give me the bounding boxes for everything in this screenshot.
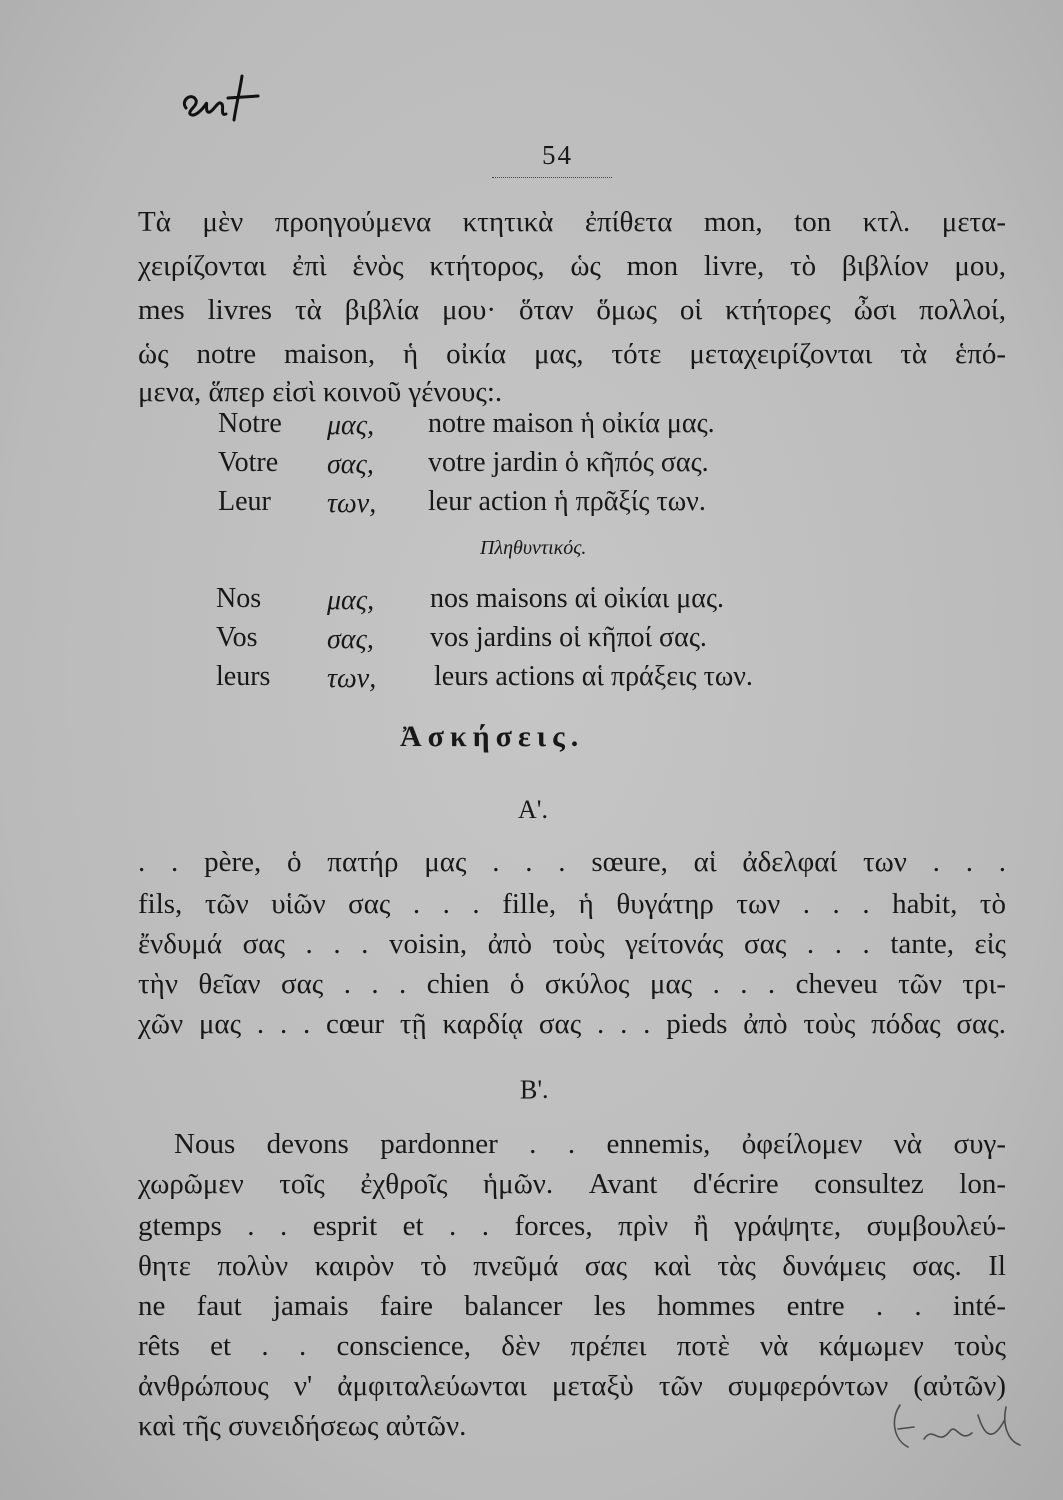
table-cell-example: votre jardin ὁ κῆπός σας. <box>428 447 709 478</box>
signature <box>880 1385 1030 1470</box>
intro-line: ὡς notre maison, ἡ οἰκία μας, τότε μεταχειρίζονται τὰ ἑπό- <box>138 338 1006 370</box>
section-b-line: καὶ τῆς συνειδήσεως αὐτῶν. <box>138 1410 467 1442</box>
table-cell-example: leur action ἡ πρᾶξίς των. <box>428 486 706 517</box>
section-b-line: ἀνθρώπους ν' ἀμφιταλεύωνται μεταξὺ τῶν συμφερόντων (αὐτῶν) <box>138 1370 1006 1402</box>
table-cell-fr: Votre <box>218 447 279 478</box>
page-number-rule <box>492 177 612 178</box>
table-cell-gr: μας, <box>327 585 375 616</box>
table-cell-example: vos jardins οἱ κῆποί σας. <box>430 622 707 653</box>
section-b-line: χωρῶμεν τοῖς ἐχθροῖς ἡμῶν. Avant d'écrire consultez lon- <box>138 1168 1006 1200</box>
section-b-line: Nous devons pardonner . . ennemis, ὀφείλομεν νὰ συγ- <box>174 1128 1006 1160</box>
table-cell-gr: των, <box>327 663 377 694</box>
table-cell-example: leurs actions αἱ πράξεις των. <box>434 661 753 692</box>
handwritten-mark <box>178 70 268 130</box>
table-cell-example: notre maison ἡ οἰκία μας. <box>428 408 715 439</box>
section-a-label: Α'. <box>518 795 548 824</box>
page-number: 54 <box>542 140 573 170</box>
intro-line: Τὰ μὲν προηγούμενα κτητικὰ ἐπίθετα mon, ton κτλ. μετα- <box>138 206 1006 238</box>
section-a-line: . . père, ὁ πατήρ μας . . . sœure, αἱ ἀδελφαί των . . . <box>138 846 1006 878</box>
table-cell-gr: σας, <box>327 449 374 480</box>
section-a-line: χῶν μας . . . cœur τῇ καρδίᾳ σας . . . pieds ἀπὸ τοὺς πόδας σας. <box>138 1008 1006 1040</box>
plural-heading: Πληθυντικός. <box>480 537 587 559</box>
table-cell-gr: μας, <box>327 410 375 441</box>
table-cell-fr: Nos <box>216 583 262 614</box>
table-cell-fr: Vos <box>216 622 258 653</box>
section-b-label: Β'. <box>520 1075 549 1104</box>
section-b-line: ne faut jamais faire balancer les hommes entre . . inté- <box>138 1290 1006 1322</box>
intro-line: mes livres τὰ βιβλία μου· ὅταν ὅμως οἱ κτήτορες ὦσι πολλοί, <box>138 294 1006 326</box>
section-b-line: gtemps . . esprit et . . forces, πρὶν ἢ γράψητε, συμβουλεύ- <box>138 1210 1006 1242</box>
section-a-line: fils, τῶν υἱῶν σας . . . fille, ἡ θυγάτηρ των . . . habit, τὸ <box>138 888 1006 920</box>
intro-line: μενα, ἅπερ εἰσὶ κοινοῦ γένους:. <box>138 376 503 408</box>
intro-line: χειρίζονται ἐπὶ ἑνὸς κτήτορος, ὡς mon livre, τὸ βιβλίον μου, <box>138 250 1006 282</box>
table-cell-fr: Leur <box>218 486 271 517</box>
section-a-line: τὴν θεῖαν σας . . . chien ὁ σκύλος μας . . . cheveu τῶν τρι- <box>138 968 1006 1000</box>
table-cell-example: nos maisons αἱ οἰκίαι μας. <box>430 583 725 614</box>
table-cell-fr: leurs <box>216 661 271 692</box>
exercises-heading: Ἀσκήσεις. <box>400 720 585 753</box>
table-cell-gr: σας, <box>327 624 374 655</box>
table-cell-gr: των, <box>327 488 377 519</box>
section-b-line: θητε πολὺν καιρὸν τὸ πνεῦμά σας καὶ τὰς δυνάμεις σας. Il <box>138 1250 1006 1282</box>
table-cell-fr: Notre <box>218 408 282 439</box>
section-b-line: rêts et . . conscience, δὲν πρέπει ποτὲ νὰ κάμωμεν τοὺς <box>138 1330 1006 1362</box>
section-a-line: ἔνδυμά σας . . . voisin, ἀπὸ τοὺς γείτονάς σας . . . tante, εἰς <box>138 928 1006 960</box>
